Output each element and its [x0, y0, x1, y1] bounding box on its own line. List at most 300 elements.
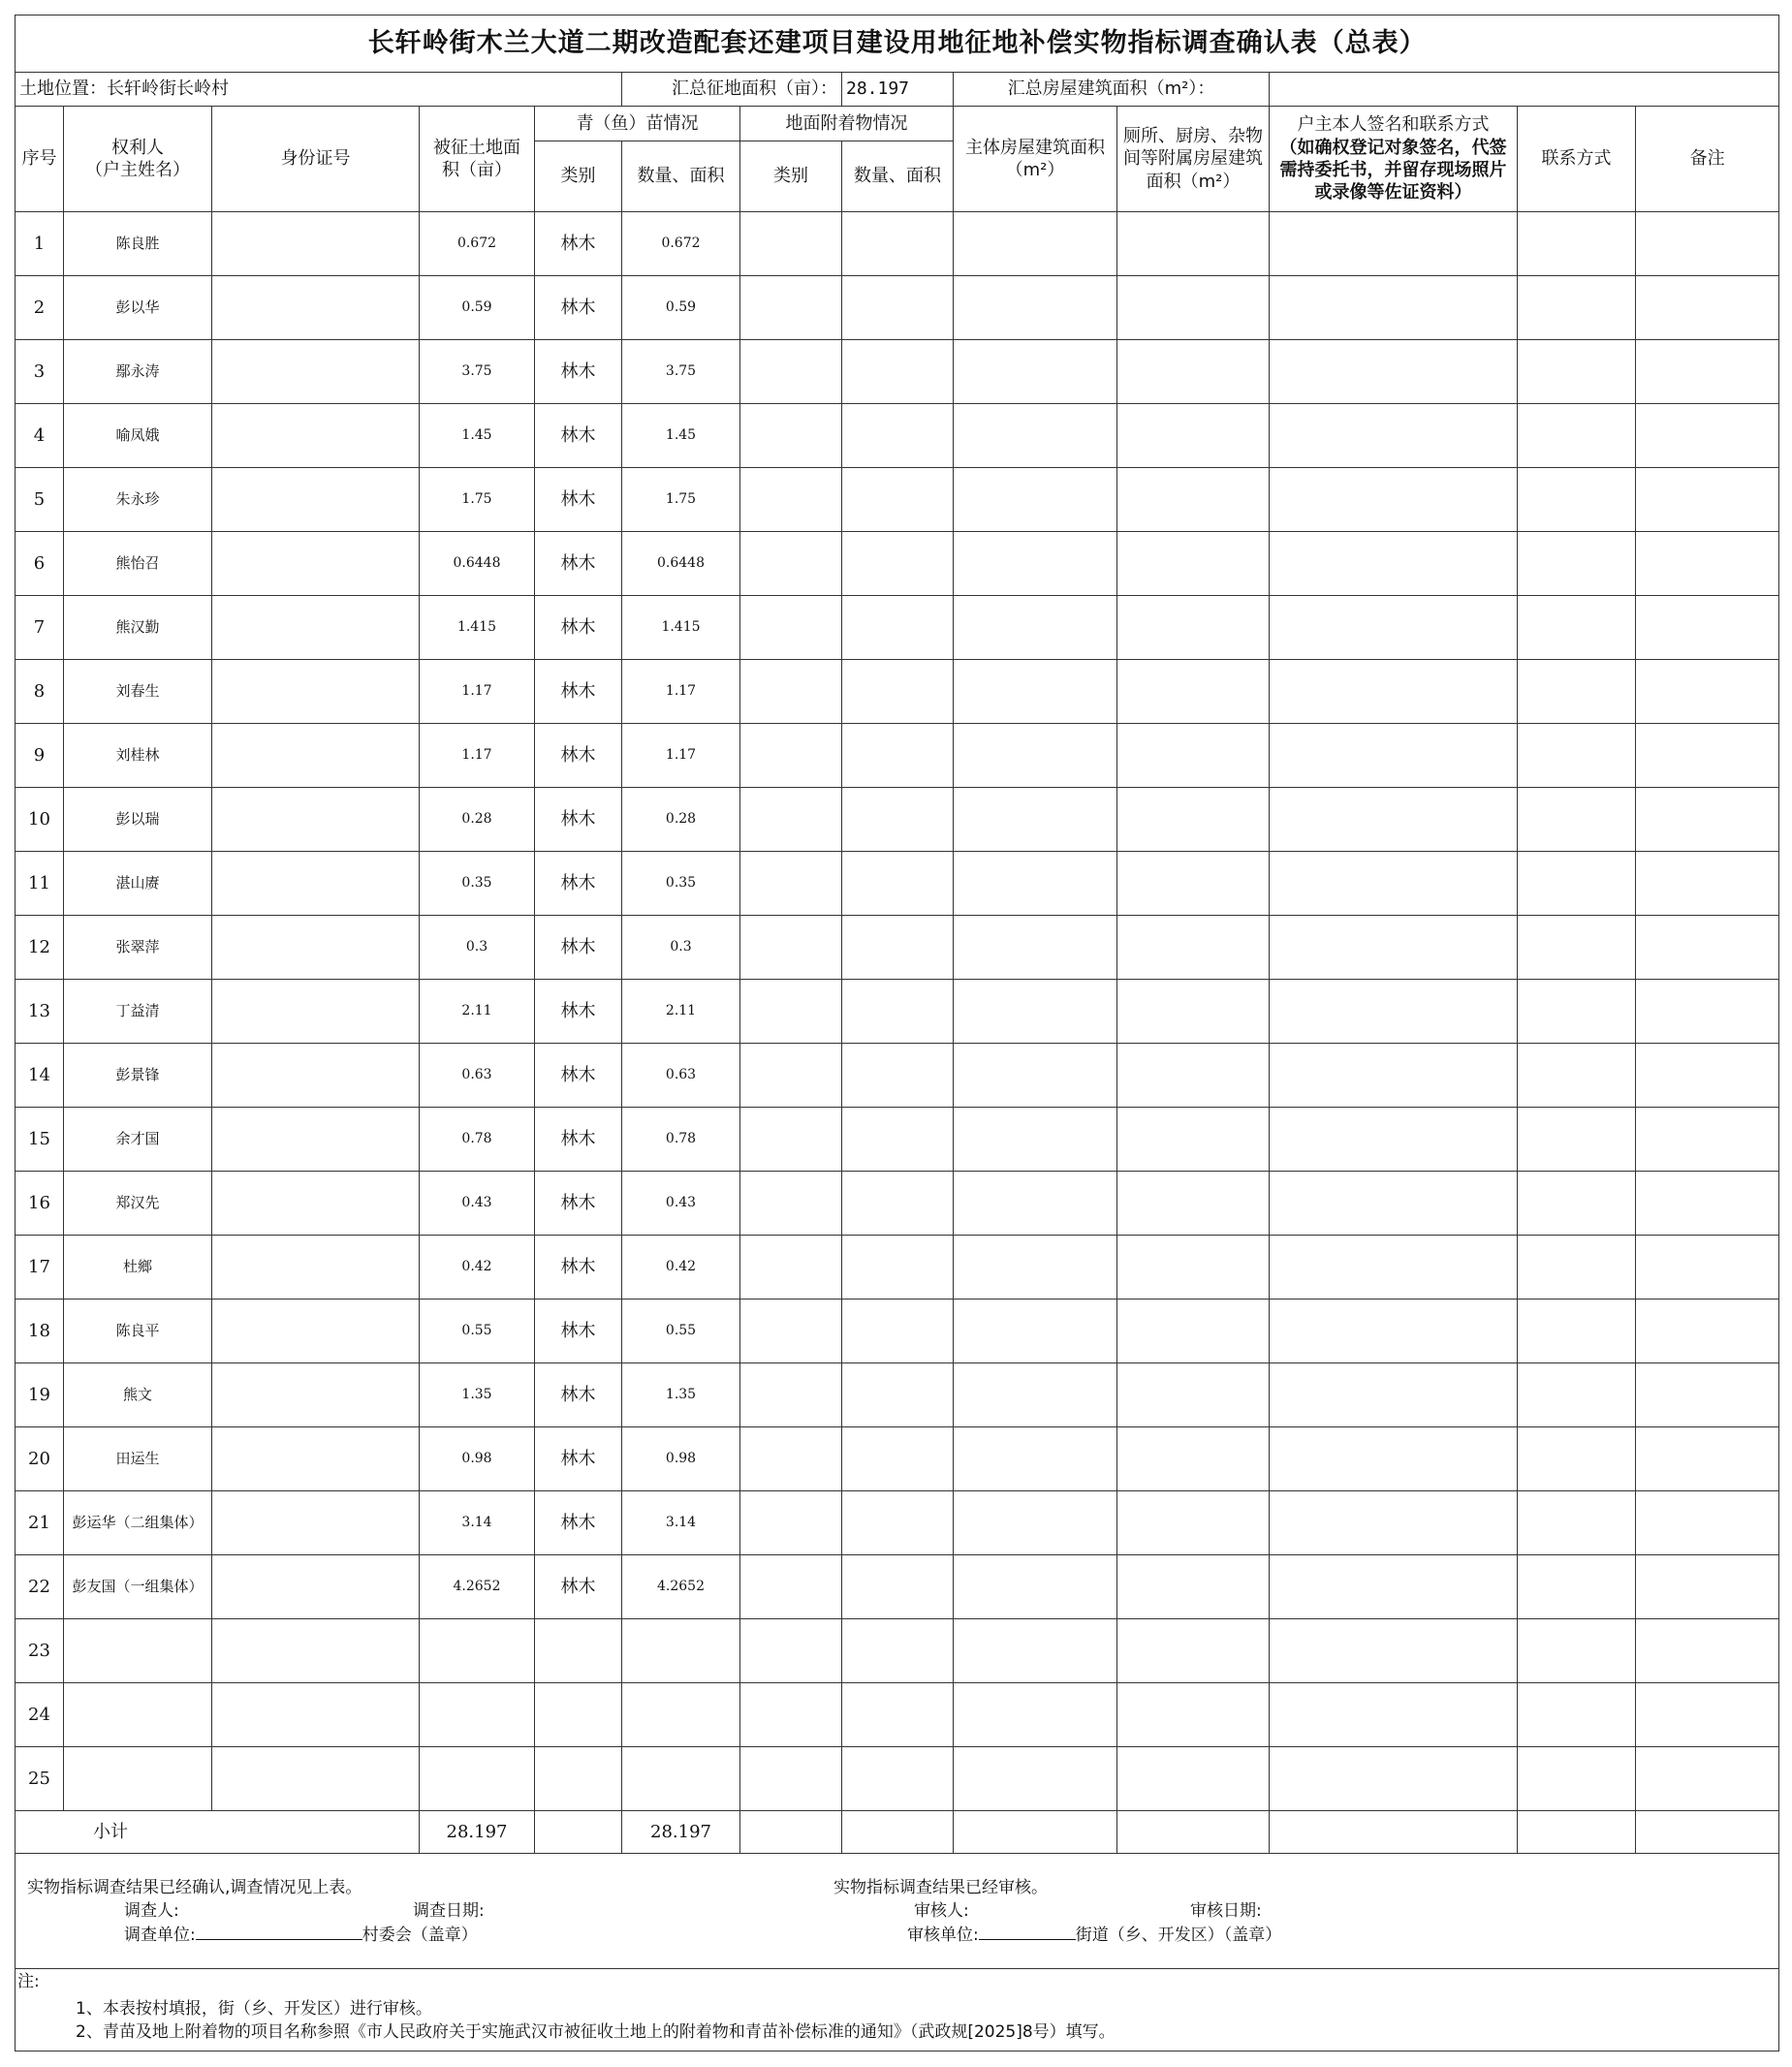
row-id-number	[212, 852, 420, 916]
row-remarks	[1636, 468, 1779, 532]
row-attachment-quantity	[842, 1555, 954, 1619]
row-land-area	[420, 1683, 535, 1747]
row-seedling-category: 林木	[535, 1300, 622, 1363]
total-area-label: 汇总征地面积（亩）：	[622, 73, 842, 107]
row-attachment-category	[740, 724, 842, 788]
row-owner-name	[64, 1747, 212, 1811]
table-row	[16, 1236, 1779, 1300]
header-land-area: 被征土地面积（亩）	[420, 107, 535, 212]
row-contact	[1518, 1619, 1636, 1683]
row-signature	[1270, 1363, 1518, 1427]
row-contact	[1518, 1555, 1636, 1619]
row-seedling-quantity	[622, 1747, 740, 1811]
row-seedling-category: 林木	[535, 596, 622, 660]
row-seq: 2	[16, 276, 64, 340]
row-land-area: 0.35	[420, 852, 535, 916]
row-remarks	[1636, 660, 1779, 724]
row-seedling-category	[535, 1619, 622, 1683]
row-seedling-category: 林木	[535, 1363, 622, 1427]
row-seq: 8	[16, 660, 64, 724]
row-land-area: 0.55	[420, 1300, 535, 1363]
row-attachment-quantity	[842, 596, 954, 660]
row-attachment-quantity	[842, 1300, 954, 1363]
row-seedling-quantity: 0.6448	[622, 532, 740, 596]
row-seedling-category: 林木	[535, 212, 622, 276]
row-seq: 13	[16, 980, 64, 1044]
row-main-building	[954, 1363, 1117, 1427]
row-aux-building	[1117, 1172, 1270, 1236]
row-aux-building	[1117, 724, 1270, 788]
row-id-number	[212, 1363, 420, 1427]
row-signature	[1270, 1619, 1518, 1683]
row-main-building	[954, 1555, 1117, 1619]
table-row	[16, 404, 1779, 468]
land-location: 土地位置：长轩岭街长岭村	[16, 73, 622, 107]
row-attachment-quantity	[842, 788, 954, 852]
row-attachment-quantity	[842, 1491, 954, 1555]
row-main-building	[954, 596, 1117, 660]
row-land-area: 0.3	[420, 916, 535, 980]
row-seedling-category: 林木	[535, 724, 622, 788]
row-remarks	[1636, 1108, 1779, 1172]
row-main-building	[954, 788, 1117, 852]
row-main-building	[954, 916, 1117, 980]
row-seq: 9	[16, 724, 64, 788]
header-main-building: 主体房屋建筑面积（m²）	[954, 107, 1117, 212]
confirmation-section	[16, 1854, 1779, 1969]
row-land-area	[420, 1747, 535, 1811]
row-contact	[1518, 1044, 1636, 1108]
row-id-number	[212, 532, 420, 596]
row-owner-name: 彭运华（二组集体）	[64, 1491, 212, 1555]
row-remarks	[1636, 212, 1779, 276]
row-seq: 7	[16, 596, 64, 660]
row-remarks	[1636, 852, 1779, 916]
row-attachment-category	[740, 660, 842, 724]
row-seedling-category: 林木	[535, 1108, 622, 1172]
row-id-number	[212, 980, 420, 1044]
row-owner-name: 田运生	[64, 1427, 212, 1491]
row-attachment-quantity	[842, 212, 954, 276]
row-seedling-category: 林木	[535, 404, 622, 468]
header-signature-line1: 户主本人签名和联系方式	[1297, 114, 1490, 136]
row-contact	[1518, 660, 1636, 724]
row-main-building	[954, 532, 1117, 596]
survey-confirm-text: 实物指标调查结果已经确认,调查情况见上表。	[27, 1878, 362, 1897]
row-signature	[1270, 1044, 1518, 1108]
row-signature	[1270, 1236, 1518, 1300]
row-remarks	[1636, 1236, 1779, 1300]
row-seedling-quantity: 0.98	[622, 1427, 740, 1491]
row-main-building	[954, 212, 1117, 276]
row-seedling-category: 林木	[535, 980, 622, 1044]
row-contact	[1518, 532, 1636, 596]
row-owner-name: 熊汉勤	[64, 596, 212, 660]
row-signature	[1270, 1747, 1518, 1811]
row-id-number	[212, 1044, 420, 1108]
row-seedling-category: 林木	[535, 788, 622, 852]
row-aux-building	[1117, 1300, 1270, 1363]
row-owner-name: 彭友国（一组集体）	[64, 1555, 212, 1619]
row-contact	[1518, 852, 1636, 916]
row-seedling-quantity: 0.63	[622, 1044, 740, 1108]
row-remarks	[1636, 788, 1779, 852]
row-remarks	[1636, 980, 1779, 1044]
table-row	[16, 1363, 1779, 1427]
table-row	[16, 1172, 1779, 1236]
row-signature	[1270, 788, 1518, 852]
row-owner-name: 熊文	[64, 1363, 212, 1427]
header-seq: 序号	[16, 107, 64, 212]
row-attachment-category	[740, 404, 842, 468]
row-contact	[1518, 916, 1636, 980]
row-seedling-quantity: 0.3	[622, 916, 740, 980]
row-id-number	[212, 1619, 420, 1683]
row-aux-building	[1117, 1491, 1270, 1555]
row-contact	[1518, 1108, 1636, 1172]
row-seedling-category: 林木	[535, 1427, 622, 1491]
row-seq: 10	[16, 788, 64, 852]
row-signature	[1270, 852, 1518, 916]
row-contact	[1518, 212, 1636, 276]
row-attachment-quantity	[842, 980, 954, 1044]
row-seq: 23	[16, 1619, 64, 1683]
row-id-number	[212, 468, 420, 532]
table-row	[16, 1108, 1779, 1172]
row-aux-building	[1117, 1619, 1270, 1683]
row-owner-name: 彭以华	[64, 276, 212, 340]
row-attachment-quantity	[842, 1363, 954, 1427]
header-signature	[1270, 107, 1518, 212]
row-attachment-quantity	[842, 1619, 954, 1683]
row-seedling-category: 林木	[535, 276, 622, 340]
row-land-area: 0.43	[420, 1172, 535, 1236]
row-aux-building	[1117, 660, 1270, 724]
row-seedling-quantity: 1.35	[622, 1363, 740, 1427]
row-main-building	[954, 1747, 1117, 1811]
row-attachment-category	[740, 1747, 842, 1811]
row-id-number	[212, 1108, 420, 1172]
row-id-number	[212, 1747, 420, 1811]
row-remarks	[1636, 404, 1779, 468]
row-owner-name: 陈良胜	[64, 212, 212, 276]
row-contact	[1518, 1747, 1636, 1811]
notes-section	[16, 1969, 1779, 2051]
row-seq: 4	[16, 404, 64, 468]
row-contact	[1518, 404, 1636, 468]
row-remarks	[1636, 724, 1779, 788]
row-attachment-category	[740, 1108, 842, 1172]
row-land-area: 3.75	[420, 340, 535, 404]
note-1: 1、本表按村填报，街（乡、开发区）进行审核。	[76, 1999, 432, 2019]
row-id-number	[212, 404, 420, 468]
row-aux-building	[1117, 980, 1270, 1044]
row-id-number	[212, 212, 420, 276]
row-seedling-category: 林木	[535, 1236, 622, 1300]
row-seedling-quantity: 2.11	[622, 980, 740, 1044]
row-aux-building	[1117, 852, 1270, 916]
row-aux-building	[1117, 212, 1270, 276]
row-main-building	[954, 980, 1117, 1044]
row-attachment-quantity	[842, 916, 954, 980]
row-contact	[1518, 1363, 1636, 1427]
row-seedling-quantity: 1.17	[622, 724, 740, 788]
subtotal-label: 小计	[16, 1811, 420, 1854]
header-seedling-quantity: 数量、面积	[622, 141, 740, 212]
row-seedling-category	[535, 1747, 622, 1811]
row-seedling-quantity: 0.43	[622, 1172, 740, 1236]
row-contact	[1518, 1300, 1636, 1363]
row-attachment-quantity	[842, 1172, 954, 1236]
row-land-area: 3.14	[420, 1491, 535, 1555]
row-signature	[1270, 1555, 1518, 1619]
row-attachment-category	[740, 1491, 842, 1555]
row-seedling-category: 林木	[535, 468, 622, 532]
row-contact	[1518, 788, 1636, 852]
row-attachment-category	[740, 532, 842, 596]
table-row	[16, 1427, 1779, 1491]
table-row	[16, 1747, 1779, 1811]
row-remarks	[1636, 1619, 1779, 1683]
table-row	[16, 1044, 1779, 1108]
row-seedling-category: 林木	[535, 340, 622, 404]
row-attachment-category	[740, 276, 842, 340]
row-aux-building	[1117, 916, 1270, 980]
row-aux-building	[1117, 1363, 1270, 1427]
row-attachment-category	[740, 212, 842, 276]
row-signature	[1270, 596, 1518, 660]
row-id-number	[212, 1555, 420, 1619]
row-contact	[1518, 468, 1636, 532]
review-confirm-text: 实物指标调查结果已经审核。	[833, 1878, 1048, 1897]
row-aux-building	[1117, 1108, 1270, 1172]
row-land-area: 1.17	[420, 724, 535, 788]
row-signature	[1270, 468, 1518, 532]
survey-unit-blank	[196, 1924, 362, 1940]
subtotal-area: 28.197	[420, 1811, 535, 1854]
row-attachment-quantity	[842, 404, 954, 468]
row-aux-building	[1117, 1044, 1270, 1108]
row-signature	[1270, 340, 1518, 404]
row-seq: 20	[16, 1427, 64, 1491]
row-owner-name: 朱永珍	[64, 468, 212, 532]
row-aux-building	[1117, 468, 1270, 532]
row-main-building	[954, 404, 1117, 468]
row-seedling-quantity: 0.672	[622, 212, 740, 276]
row-contact	[1518, 1172, 1636, 1236]
row-id-number	[212, 340, 420, 404]
row-seedling-quantity: 1.75	[622, 468, 740, 532]
row-attachment-category	[740, 596, 842, 660]
row-owner-name: 刘春生	[64, 660, 212, 724]
row-seq: 11	[16, 852, 64, 916]
row-aux-building	[1117, 1555, 1270, 1619]
row-seedling-category: 林木	[535, 1044, 622, 1108]
row-main-building	[954, 1619, 1117, 1683]
row-seedling-category	[535, 1683, 622, 1747]
review-unit-label: 审核单位:	[907, 1926, 979, 1945]
header-attachment-category: 类别	[740, 141, 842, 212]
row-attachment-quantity	[842, 532, 954, 596]
row-id-number	[212, 724, 420, 788]
row-main-building	[954, 724, 1117, 788]
row-land-area: 0.78	[420, 1108, 535, 1172]
table-row	[16, 660, 1779, 724]
row-seedling-quantity	[622, 1683, 740, 1747]
row-land-area	[420, 1619, 535, 1683]
table-row	[16, 980, 1779, 1044]
row-main-building	[954, 1044, 1117, 1108]
row-seq: 16	[16, 1172, 64, 1236]
row-attachment-quantity	[842, 724, 954, 788]
row-remarks	[1636, 1683, 1779, 1747]
table-row	[16, 340, 1779, 404]
row-signature	[1270, 404, 1518, 468]
row-main-building	[954, 660, 1117, 724]
row-contact	[1518, 980, 1636, 1044]
row-seedling-quantity: 0.55	[622, 1300, 740, 1363]
row-owner-name: 喻凤娥	[64, 404, 212, 468]
row-land-area: 1.17	[420, 660, 535, 724]
header-owner	[64, 107, 212, 212]
table-row	[16, 788, 1779, 852]
row-attachment-category	[740, 1427, 842, 1491]
review-unit-line	[907, 1924, 1281, 1946]
row-signature	[1270, 1427, 1518, 1491]
row-seedling-quantity: 1.45	[622, 404, 740, 468]
row-main-building	[954, 1427, 1117, 1491]
row-remarks	[1636, 916, 1779, 980]
row-id-number	[212, 596, 420, 660]
subtotal-row	[16, 1811, 1779, 1854]
row-main-building	[954, 1236, 1117, 1300]
row-aux-building	[1117, 340, 1270, 404]
row-signature	[1270, 1683, 1518, 1747]
header-seedling: 青（鱼）苗情况	[535, 107, 740, 141]
row-remarks	[1636, 276, 1779, 340]
table-row	[16, 852, 1779, 916]
row-land-area: 0.28	[420, 788, 535, 852]
survey-table	[15, 15, 1779, 2051]
row-aux-building	[1117, 788, 1270, 852]
header-id-number: 身份证号	[212, 107, 420, 212]
row-owner-name: 丁益清	[64, 980, 212, 1044]
table-row	[16, 468, 1779, 532]
row-attachment-quantity	[842, 660, 954, 724]
row-owner-name: 刘桂林	[64, 724, 212, 788]
row-id-number	[212, 1683, 420, 1747]
row-attachment-quantity	[842, 468, 954, 532]
row-seq: 15	[16, 1108, 64, 1172]
row-attachment-category	[740, 788, 842, 852]
row-seq: 22	[16, 1555, 64, 1619]
row-contact	[1518, 724, 1636, 788]
row-remarks	[1636, 1300, 1779, 1363]
row-aux-building	[1117, 276, 1270, 340]
survey-date-label: 调查日期:	[413, 1901, 485, 1921]
row-seq: 18	[16, 1300, 64, 1363]
row-owner-name: 鄢永涛	[64, 340, 212, 404]
row-seq: 25	[16, 1747, 64, 1811]
table-row	[16, 1300, 1779, 1363]
row-attachment-quantity	[842, 852, 954, 916]
row-attachment-category	[740, 1300, 842, 1363]
row-land-area: 0.6448	[420, 532, 535, 596]
row-seedling-quantity: 1.17	[622, 660, 740, 724]
row-owner-name: 陈良平	[64, 1300, 212, 1363]
row-seedling-category: 林木	[535, 532, 622, 596]
row-remarks	[1636, 1427, 1779, 1491]
row-signature	[1270, 1491, 1518, 1555]
row-remarks	[1636, 1555, 1779, 1619]
row-seedling-category: 林木	[535, 852, 622, 916]
row-land-area: 0.672	[420, 212, 535, 276]
row-id-number	[212, 1491, 420, 1555]
total-area-value: 28.197	[842, 73, 954, 107]
row-seq: 1	[16, 212, 64, 276]
table-row	[16, 212, 1779, 276]
row-attachment-category	[740, 1363, 842, 1427]
row-seq: 21	[16, 1491, 64, 1555]
row-seq: 6	[16, 532, 64, 596]
row-owner-name: 余才国	[64, 1108, 212, 1172]
total-building-label: 汇总房屋建筑面积（m²）：	[954, 73, 1270, 107]
row-remarks	[1636, 532, 1779, 596]
header-signature-line2: （如确权登记对象签名，代签需持委托书，并留存现场照片或录像等佐证资料）	[1279, 137, 1507, 204]
row-main-building	[954, 1300, 1117, 1363]
row-seedling-category: 林木	[535, 1172, 622, 1236]
row-attachment-quantity	[842, 276, 954, 340]
row-owner-name: 彭以瑞	[64, 788, 212, 852]
review-unit-suffix: 街道（乡、开发区）（盖章）	[1075, 1926, 1282, 1945]
row-attachment-category	[740, 1619, 842, 1683]
row-main-building	[954, 1172, 1117, 1236]
note-2: 2、青苗及地上附着物的项目名称参照《市人民政府关于实施武汉市被征收土地上的附着物和青苗补偿标准的通知》（武政规[2025]8号）填写。	[76, 2022, 1116, 2042]
row-owner-name: 张翠萍	[64, 916, 212, 980]
row-signature	[1270, 276, 1518, 340]
row-attachment-category	[740, 852, 842, 916]
row-attachment-category	[740, 1172, 842, 1236]
row-contact	[1518, 1491, 1636, 1555]
row-remarks	[1636, 1044, 1779, 1108]
row-contact	[1518, 1683, 1636, 1747]
row-land-area: 0.42	[420, 1236, 535, 1300]
row-main-building	[954, 852, 1117, 916]
row-seedling-quantity: 0.59	[622, 276, 740, 340]
row-attachment-category	[740, 1555, 842, 1619]
row-signature	[1270, 532, 1518, 596]
row-signature	[1270, 980, 1518, 1044]
row-land-area: 0.63	[420, 1044, 535, 1108]
row-attachment-quantity	[842, 1108, 954, 1172]
table-row	[16, 1619, 1779, 1683]
table-row	[16, 532, 1779, 596]
row-signature	[1270, 1172, 1518, 1236]
header-seedling-category: 类别	[535, 141, 622, 212]
row-attachment-category	[740, 340, 842, 404]
table-row	[16, 1555, 1779, 1619]
header-contact: 联系方式	[1518, 107, 1636, 212]
row-land-area: 0.98	[420, 1427, 535, 1491]
header-aux-building: 厕所、厨房、杂物间等附属房屋建筑面积（m²）	[1117, 107, 1270, 212]
row-attachment-quantity	[842, 340, 954, 404]
row-seedling-category: 林木	[535, 1555, 622, 1619]
row-attachment-category	[740, 980, 842, 1044]
table-row	[16, 596, 1779, 660]
notes-label: 注:	[17, 1972, 40, 1991]
row-attachment-quantity	[842, 1683, 954, 1747]
header-owner-line1: 权利人	[111, 137, 164, 158]
